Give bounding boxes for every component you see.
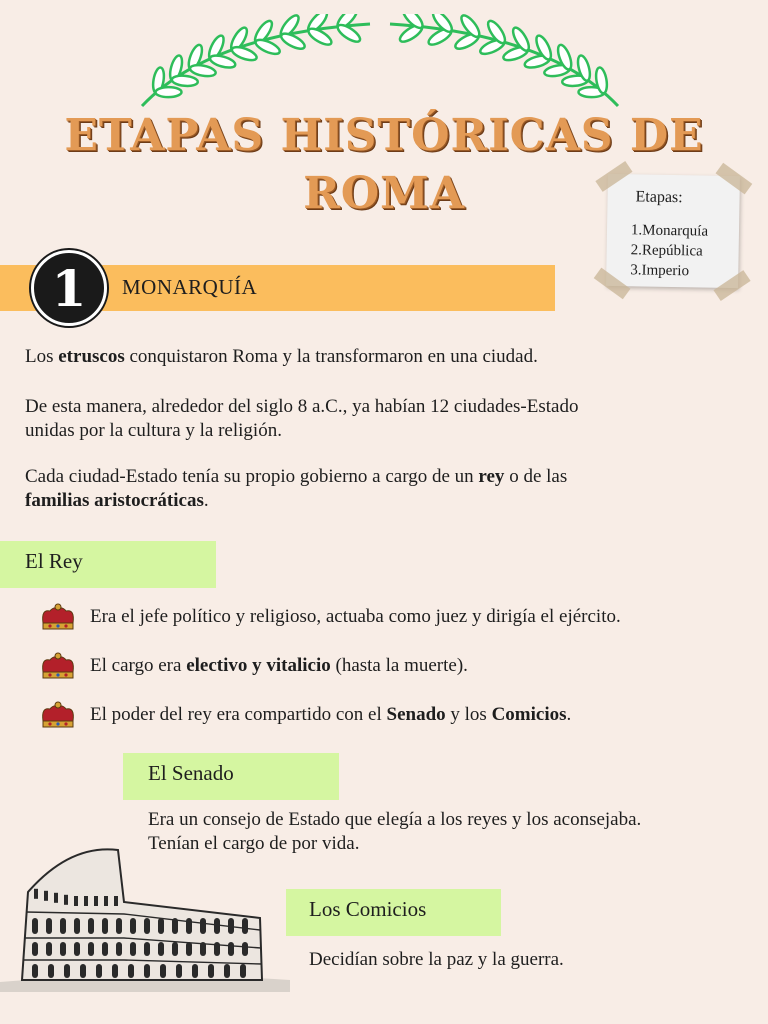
colosseum-arch (130, 942, 136, 956)
colosseum-arch (88, 942, 94, 956)
colosseum-window (54, 893, 58, 903)
intro-paragraph-1: Los etruscos conquistaron Roma y la transformaron en una ciudad. (25, 346, 538, 367)
colosseum-arch (112, 964, 118, 978)
colosseum-arch (158, 942, 164, 956)
colosseum-arch (224, 964, 230, 978)
laurel-wreath-icon (130, 14, 630, 114)
comicios-description: Decidían sobre la paz y la guerra. (309, 949, 564, 970)
colosseum-arch (102, 918, 108, 934)
colosseum-arch (186, 918, 192, 934)
colosseum-arch (102, 942, 108, 956)
section-number: 1 (51, 259, 87, 318)
rey-heading: El Rey (25, 549, 83, 573)
colosseum-window (64, 895, 68, 905)
section-title: MONARQUÍA (122, 275, 258, 299)
senado-heading: El Senado (148, 761, 234, 785)
colosseum-arch (176, 964, 182, 978)
colosseum-illustration (0, 842, 290, 992)
stage-item: 1.Monarquía (630, 222, 709, 240)
laurel-leaf (155, 87, 181, 97)
colosseum-arch (242, 918, 248, 934)
laurel-leaf (230, 44, 258, 62)
colosseum-arch (158, 918, 164, 934)
colosseum-arch (32, 942, 38, 956)
colosseum-window (74, 896, 78, 906)
stages-list (630, 220, 708, 281)
colosseum-arch (130, 918, 136, 934)
colosseum-arch (32, 964, 38, 978)
colosseum-arch (242, 942, 248, 956)
colosseum-arch (74, 942, 80, 956)
colosseum-arch (96, 964, 102, 978)
colosseum-arch (208, 964, 214, 978)
colosseum-arch (214, 918, 220, 934)
colosseum-window (94, 896, 98, 906)
note-heading: Etapas: (635, 188, 683, 207)
section-number-badge (31, 250, 107, 326)
colosseum-arch (186, 942, 192, 956)
comicios-heading-box (286, 889, 501, 936)
colosseum-arch (128, 964, 134, 978)
colosseum-arch (240, 964, 246, 978)
colosseum-arch (80, 964, 86, 978)
colosseum-window (104, 896, 108, 906)
colosseum-arch (32, 918, 38, 934)
colosseum-arch (64, 964, 70, 978)
intro-paragraph-2: De esta manera, alrededor del siglo 8 a.C., ya habían 12 ciudades-Estado unidas por la cultura y la religión. (25, 396, 579, 441)
colosseum-arch (144, 918, 150, 934)
colosseum-arch (60, 918, 66, 934)
laurel-leaf (189, 63, 216, 78)
colosseum-window (84, 896, 88, 906)
colosseum-arch (160, 964, 166, 978)
stages-note (606, 174, 740, 288)
page-title: ETAPAS HISTÓRICAS DE (64, 110, 704, 161)
stage-item: 3.Imperio (630, 262, 690, 280)
crown-icon (38, 603, 78, 631)
crown-icon (38, 701, 78, 729)
comicios-heading: Los Comicios (309, 897, 427, 921)
colosseum-arch (144, 964, 150, 978)
senado-description: Era un consejo de Estado que elegía a los reyes y los aconsejaba. Tenían el cargo de por vida. (148, 809, 642, 854)
colosseum-arch (46, 918, 52, 934)
colosseum-arch (192, 964, 198, 978)
stage-item: 2.República (630, 242, 703, 260)
rey-heading-box (0, 541, 216, 588)
laurel-leaf (171, 75, 198, 87)
colosseum-arch (48, 964, 54, 978)
colosseum-arch (200, 918, 206, 934)
laurel-leaf (209, 53, 237, 70)
page-title-line2: ROMA (303, 168, 465, 219)
crown-icon (38, 652, 78, 680)
colosseum-arch (172, 942, 178, 956)
intro-paragraph-3: Cada ciudad-Estado tenía su propio gobierno a cargo de un rey o de las familias aristocráticas. (25, 466, 568, 511)
senado-heading-box (123, 753, 339, 800)
colosseum-arch (60, 942, 66, 956)
colosseum-window (44, 891, 48, 901)
colosseum-window (34, 889, 38, 899)
colosseum-arch (88, 918, 94, 934)
colosseum-arch (228, 942, 234, 956)
colosseum-arch (74, 918, 80, 934)
colosseum-window (114, 896, 118, 906)
colosseum-arch (116, 942, 122, 956)
colosseum-arch (144, 942, 150, 956)
colosseum-arch (116, 918, 122, 934)
colosseum-arch (46, 942, 52, 956)
